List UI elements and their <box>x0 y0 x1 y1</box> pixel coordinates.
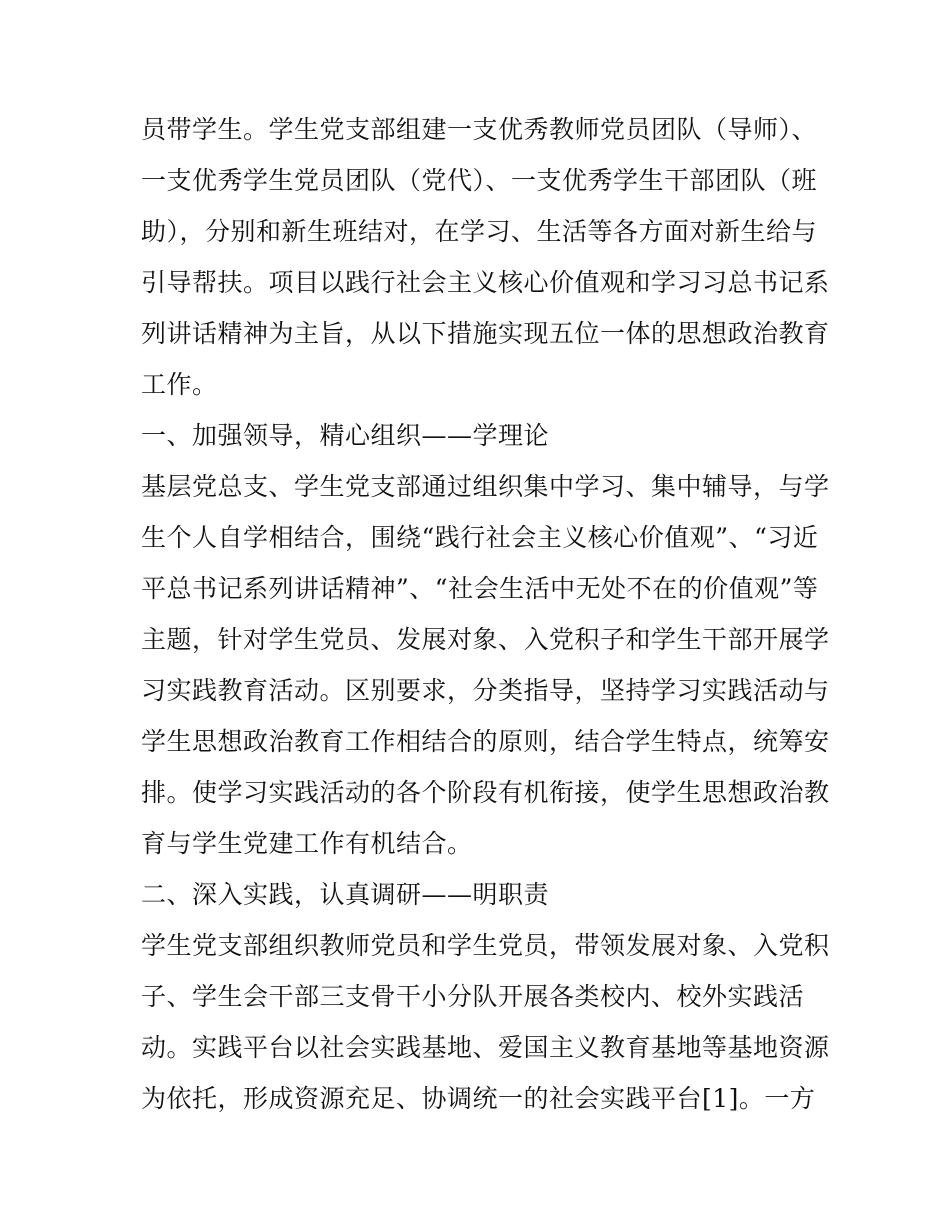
text-line: 生个人自学相结合，围绕“践行社会主义核心价值观”、“习近 <box>141 523 819 552</box>
section-heading-2: 二、深入实践，认真调研——明职责 <box>141 880 550 909</box>
text-line: 子、学生会干部三支骨干小分队开展各类校内、校外实践活 <box>141 982 805 1011</box>
text-line: 工作。 <box>141 370 218 399</box>
text-line: 学生党支部组织教师党员和学生党员，带领发展对象、入党积 <box>141 931 830 960</box>
text-line: 排。使学习实践活动的各个阶段有机衔接，使学生思想政治教 <box>141 778 830 807</box>
text-line: 引导帮扶。项目以践行社会主义核心价值观和学习习总书记系 <box>141 268 830 297</box>
body-text <box>141 104 830 1124</box>
section-heading-1: 一、加强领导，精心组织——学理论 <box>141 421 550 450</box>
text-line: 基层党总支、学生党支部通过组织集中学习、集中辅导，与学 <box>141 472 830 501</box>
text-line: 为依托，形成资源充足、协调统一的社会实践平台[1]。一方 <box>141 1084 816 1113</box>
text-line: 习实践教育活动。区别要求，分类指导，坚持学习实践活动与 <box>141 676 830 705</box>
text-line: 动。实践平台以社会实践基地、爱国主义教育基地等基地资源 <box>141 1033 830 1062</box>
text-line: 平总书记系列讲话精神”、“社会生活中无处不在的价值观”等 <box>141 574 819 603</box>
text-line: 学生思想政治教育工作相结合的原则，结合学生特点，统筹安 <box>141 727 830 756</box>
text-line: 员带学生。学生党支部组建一支优秀教师党员团队（导师）、 <box>141 115 818 144</box>
text-line: 育与学生党建工作有机结合。 <box>141 829 473 858</box>
text-line: 列讲话精神为主旨，从以下措施实现五位一体的思想政治教育 <box>141 319 830 348</box>
text-line: 助），分别和新生班结对，在学习、生活等各方面对新生给与 <box>141 217 818 246</box>
text-line: 一支优秀学生党员团队（党代）、一支优秀学生干部团队（班 <box>141 166 818 195</box>
text-line: 主题，针对学生党员、发展对象、入党积子和学生干部开展学 <box>141 625 830 654</box>
